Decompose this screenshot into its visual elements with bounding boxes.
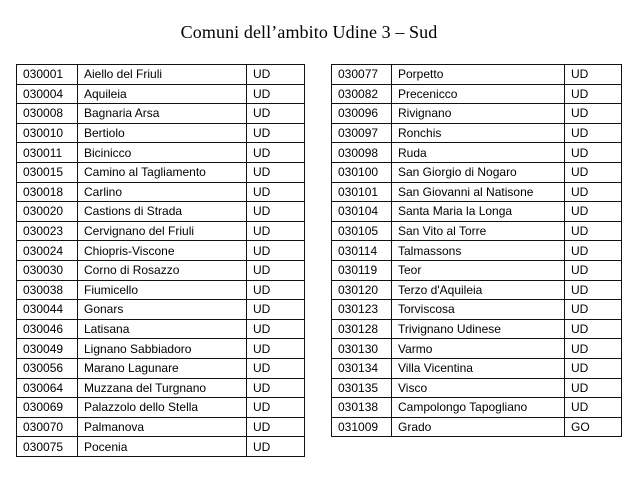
table-row <box>17 65 305 85</box>
table-row <box>332 280 622 300</box>
table-row <box>332 358 622 378</box>
comune-name-cell: Aiello del Friuli <box>78 65 247 85</box>
province-cell: UD <box>247 221 305 241</box>
comune-name-cell: Palmanova <box>78 417 247 437</box>
comuni-table-left <box>16 64 305 457</box>
table-row <box>17 319 305 339</box>
province-cell: UD <box>247 84 305 104</box>
table-row <box>17 339 305 359</box>
province-cell: UD <box>247 104 305 124</box>
province-cell: UD <box>247 417 305 437</box>
comune-code-cell: 030114 <box>332 241 392 261</box>
comune-code-cell: 030105 <box>332 221 392 241</box>
comune-name-cell: Torviscosa <box>392 300 565 320</box>
province-cell: UD <box>565 241 622 261</box>
comune-name-cell: Fiumicello <box>78 280 247 300</box>
province-cell: UD <box>247 280 305 300</box>
comune-code-cell: 030015 <box>17 162 78 182</box>
table-row <box>332 260 622 280</box>
comune-code-cell: 030097 <box>332 123 392 143</box>
comune-name-cell: Grado <box>392 417 565 437</box>
comune-name-cell: Aquileia <box>78 84 247 104</box>
page-title: Comuni dell’ambito Udine 3 – Sud <box>180 22 438 42</box>
comune-name-cell: Bagnaria Arsa <box>78 104 247 124</box>
comune-code-cell: 030001 <box>17 65 78 85</box>
comune-code-cell: 030138 <box>332 398 392 418</box>
table-row <box>17 398 305 418</box>
province-cell: UD <box>565 339 622 359</box>
province-cell: UD <box>565 84 622 104</box>
comune-code-cell: 030077 <box>332 65 392 85</box>
table-row <box>332 417 622 437</box>
table-row <box>17 417 305 437</box>
comune-code-cell: 030130 <box>332 339 392 359</box>
table-row <box>17 202 305 222</box>
table-row <box>332 65 622 85</box>
table-row <box>17 162 305 182</box>
comune-name-cell: Bertiolo <box>78 123 247 143</box>
comune-code-cell: 030030 <box>17 260 78 280</box>
comune-name-cell: Muzzana del Turgnano <box>78 378 247 398</box>
comune-name-cell: Villa Vicentina <box>392 358 565 378</box>
comuni-table-right-body <box>332 65 622 437</box>
province-cell: GO <box>565 417 622 437</box>
province-cell: UD <box>565 123 622 143</box>
comune-code-cell: 030044 <box>17 300 78 320</box>
table-row <box>17 378 305 398</box>
comune-name-cell: Visco <box>392 378 565 398</box>
comune-code-cell: 030128 <box>332 319 392 339</box>
table-row <box>17 260 305 280</box>
comune-code-cell: 030075 <box>17 437 78 457</box>
comune-name-cell: Ronchis <box>392 123 565 143</box>
comune-name-cell: Campolongo Tapogliano <box>392 398 565 418</box>
province-cell: UD <box>565 319 622 339</box>
comune-name-cell: Teor <box>392 260 565 280</box>
comune-name-cell: San Giovanni al Natisone <box>392 182 565 202</box>
table-row <box>332 300 622 320</box>
comuni-table-right <box>331 64 622 437</box>
comune-code-cell: 030011 <box>17 143 78 163</box>
province-cell: UD <box>247 260 305 280</box>
province-cell: UD <box>247 182 305 202</box>
province-cell: UD <box>565 300 622 320</box>
comune-name-cell: Marano Lagunare <box>78 358 247 378</box>
comune-name-cell: Trivignano Udinese <box>392 319 565 339</box>
province-cell: UD <box>565 260 622 280</box>
comune-code-cell: 030023 <box>17 221 78 241</box>
province-cell: UD <box>247 162 305 182</box>
comune-code-cell: 030104 <box>332 202 392 222</box>
province-cell: UD <box>565 221 622 241</box>
table-row <box>332 143 622 163</box>
table-row <box>332 319 622 339</box>
comune-name-cell: Castions di Strada <box>78 202 247 222</box>
province-cell: UD <box>565 202 622 222</box>
comune-code-cell: 030120 <box>332 280 392 300</box>
province-cell: UD <box>247 123 305 143</box>
province-cell: UD <box>247 65 305 85</box>
table-row <box>332 162 622 182</box>
table-row <box>332 104 622 124</box>
province-cell: UD <box>565 358 622 378</box>
table-row <box>17 182 305 202</box>
comune-code-cell: 030135 <box>332 378 392 398</box>
table-row <box>17 300 305 320</box>
province-cell: UD <box>247 398 305 418</box>
province-cell: UD <box>565 398 622 418</box>
comune-code-cell: 030056 <box>17 358 78 378</box>
province-cell: UD <box>247 202 305 222</box>
table-row <box>332 241 622 261</box>
table-row <box>332 84 622 104</box>
table-row <box>17 437 305 457</box>
comune-name-cell: Latisana <box>78 319 247 339</box>
table-row <box>332 398 622 418</box>
comune-code-cell: 030018 <box>17 182 78 202</box>
table-row <box>332 339 622 359</box>
comune-code-cell: 030064 <box>17 378 78 398</box>
comune-name-cell: Santa Maria la Longa <box>392 202 565 222</box>
comune-name-cell: Lignano Sabbiadoro <box>78 339 247 359</box>
table-row <box>332 378 622 398</box>
province-cell: UD <box>565 104 622 124</box>
comune-code-cell: 030082 <box>332 84 392 104</box>
province-cell: UD <box>247 300 305 320</box>
comune-code-cell: 030004 <box>17 84 78 104</box>
province-cell: UD <box>565 378 622 398</box>
comune-name-cell: Chiopris-Viscone <box>78 241 247 261</box>
comune-code-cell: 030008 <box>17 104 78 124</box>
table-row <box>17 358 305 378</box>
comune-name-cell: Cervignano del Friuli <box>78 221 247 241</box>
comune-code-cell: 030069 <box>17 398 78 418</box>
comune-name-cell: Gonars <box>78 300 247 320</box>
comune-name-cell: San Giorgio di Nogaro <box>392 162 565 182</box>
table-row <box>17 104 305 124</box>
comune-name-cell: Palazzolo dello Stella <box>78 398 247 418</box>
comune-name-cell: Talmassons <box>392 241 565 261</box>
table-row <box>332 221 622 241</box>
comune-name-cell: Bicinicco <box>78 143 247 163</box>
comune-code-cell: 031009 <box>332 417 392 437</box>
comune-name-cell: Porpetto <box>392 65 565 85</box>
comune-name-cell: Ruda <box>392 143 565 163</box>
province-cell: UD <box>565 65 622 85</box>
comune-code-cell: 030134 <box>332 358 392 378</box>
province-cell: UD <box>247 241 305 261</box>
province-cell: UD <box>247 339 305 359</box>
comune-name-cell: Varmo <box>392 339 565 359</box>
comune-name-cell: San Vito al Torre <box>392 221 565 241</box>
province-cell: UD <box>247 358 305 378</box>
table-row <box>17 84 305 104</box>
comune-code-cell: 030046 <box>17 319 78 339</box>
comune-name-cell: Carlino <box>78 182 247 202</box>
province-cell: UD <box>565 143 622 163</box>
comune-code-cell: 030038 <box>17 280 78 300</box>
table-row <box>17 221 305 241</box>
comune-name-cell: Camino al Tagliamento <box>78 162 247 182</box>
comune-code-cell: 030098 <box>332 143 392 163</box>
comune-name-cell: Terzo d'Aquileia <box>392 280 565 300</box>
province-cell: UD <box>247 143 305 163</box>
comune-name-cell: Pocenia <box>78 437 247 457</box>
comune-code-cell: 030070 <box>17 417 78 437</box>
table-row <box>332 202 622 222</box>
table-row <box>332 123 622 143</box>
table-row <box>17 280 305 300</box>
table-row <box>332 182 622 202</box>
province-cell: UD <box>565 162 622 182</box>
comune-name-cell: Precenicco <box>392 84 565 104</box>
comuni-table-left-body <box>17 65 305 457</box>
table-row <box>17 123 305 143</box>
table-row <box>17 241 305 261</box>
comune-name-cell: Corno di Rosazzo <box>78 260 247 280</box>
comune-name-cell: Rivignano <box>392 104 565 124</box>
province-cell: UD <box>565 280 622 300</box>
comune-code-cell: 030024 <box>17 241 78 261</box>
comune-code-cell: 030020 <box>17 202 78 222</box>
province-cell: UD <box>565 182 622 202</box>
comune-code-cell: 030101 <box>332 182 392 202</box>
comune-code-cell: 030096 <box>332 104 392 124</box>
comune-code-cell: 030010 <box>17 123 78 143</box>
province-cell: UD <box>247 378 305 398</box>
table-row <box>17 143 305 163</box>
comune-code-cell: 030119 <box>332 260 392 280</box>
comune-code-cell: 030123 <box>332 300 392 320</box>
comune-code-cell: 030049 <box>17 339 78 359</box>
province-cell: UD <box>247 319 305 339</box>
comune-code-cell: 030100 <box>332 162 392 182</box>
province-cell: UD <box>247 437 305 457</box>
